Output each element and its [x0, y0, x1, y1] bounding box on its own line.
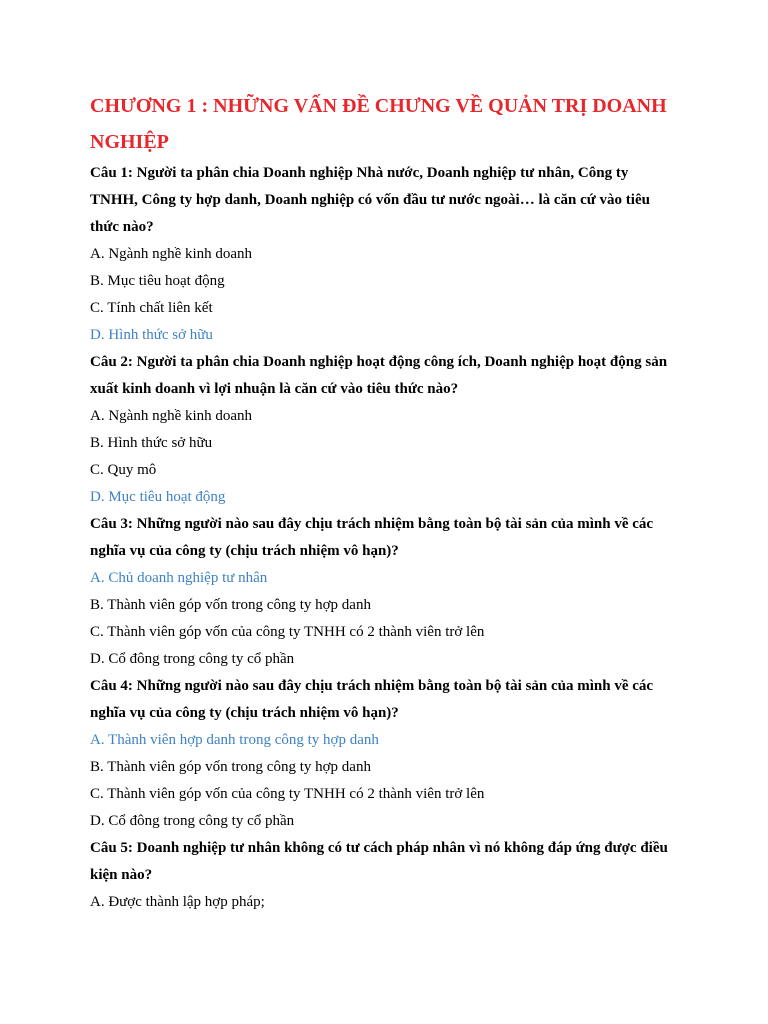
- question-2-option-b: B. Hình thức sở hữu: [90, 435, 213, 451]
- question-block-1: [90, 160, 678, 349]
- question-block-3: [90, 511, 678, 673]
- question-5-option-a: A. Được thành lập hợp pháp;: [90, 894, 265, 910]
- question-3-option-c: C. Thành viên góp vốn của công ty TNHH có 2 thành viên trở lên: [90, 624, 485, 640]
- question-2-option-d-answer: D. Mục tiêu hoạt động: [90, 489, 226, 505]
- question-3-option-d: D. Cổ đông trong công ty cổ phần: [90, 651, 295, 667]
- question-4-option-b: B. Thành viên góp vốn trong công ty hợp danh: [90, 759, 371, 775]
- chapter-title: CHƯƠNG 1 : NHỮNG VẤN ĐỀ CHƯNG VỀ QUẢN TRỊ DOANH NGHIỆP: [90, 95, 667, 153]
- question-2-option-c: C. Quy mô: [90, 462, 157, 478]
- question-block-4: [90, 673, 678, 835]
- question-1-option-a: A. Ngành nghề kinh doanh: [90, 246, 253, 262]
- question-5-text: Câu 5: Doanh nghiệp tư nhân không có tư cách pháp nhân vì nó không đáp ứng được điều kiện nào?: [90, 840, 668, 883]
- question-4-option-d: D. Cổ đông trong công ty cổ phần: [90, 813, 295, 829]
- question-4-text: Câu 4: Những người nào sau đây chịu trách nhiệm bằng toàn bộ tài sản của mình về các nghĩa vụ của công ty (chịu trách nhiệm vô hạn)?: [90, 678, 654, 721]
- question-4-option-c: C. Thành viên góp vốn của công ty TNHH có 2 thành viên trở lên: [90, 786, 485, 802]
- question-2-text: Câu 2: Người ta phân chia Doanh nghiệp hoạt động công ích, Doanh nghiệp hoạt động sản xuất kinh doanh vì lợi nhuận là căn cứ vào tiêu thức nào?: [90, 354, 668, 397]
- question-1-option-c: C. Tính chất liên kết: [90, 300, 213, 316]
- question-3-option-b: B. Thành viên góp vốn trong công ty hợp danh: [90, 597, 371, 613]
- question-1-option-d-answer: D. Hình thức sở hữu: [90, 327, 213, 343]
- question-block-5: [90, 835, 678, 916]
- question-3-option-a-answer: A. Chủ doanh nghiệp tư nhân: [90, 570, 268, 586]
- question-3-text: Câu 3: Những người nào sau đây chịu trách nhiệm bằng toàn bộ tài sản của mình về các nghĩa vụ của công ty (chịu trách nhiệm vô hạn)?: [90, 516, 654, 559]
- question-4-option-a-answer: A. Thành viên hợp danh trong công ty hợp danh: [90, 732, 379, 748]
- question-1-text: Câu 1: Người ta phân chia Doanh nghiệp Nhà nước, Doanh nghiệp tư nhân, Công ty TNHH, Công ty hợp danh, Doanh nghiệp có vốn đầu tư nước ngoài… là căn cứ vào tiêu thức nào?: [90, 165, 650, 235]
- question-block-2: [90, 349, 678, 511]
- question-1-option-b: B. Mục tiêu hoạt động: [90, 273, 225, 289]
- question-2-option-a: A. Ngành nghề kinh doanh: [90, 408, 253, 424]
